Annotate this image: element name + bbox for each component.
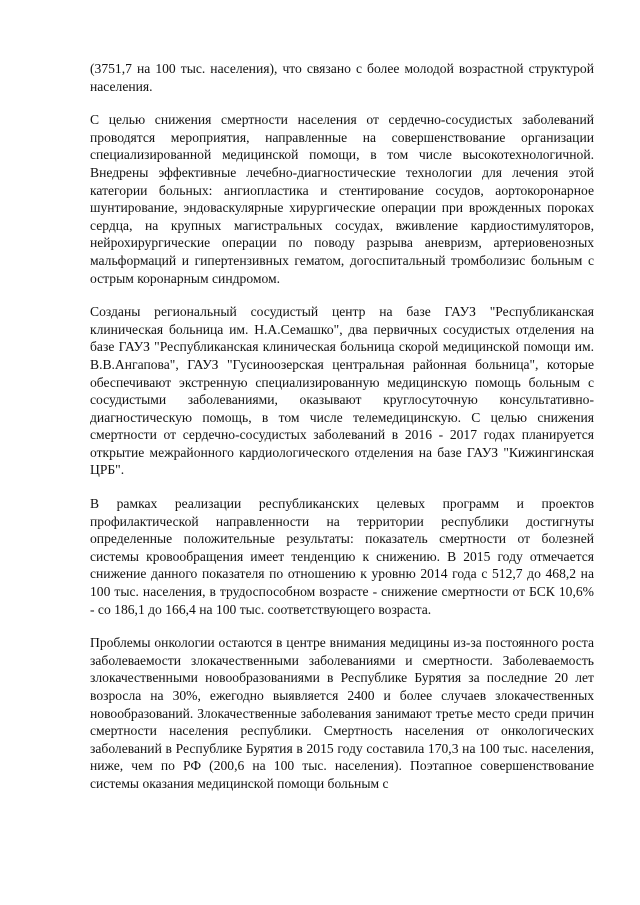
paragraph-vascular-centers: Созданы региональный сосудистый центр на базе ГАУЗ "Республиканская клиническая больница им. Н.А.Семашко", два первичных сосудистых отделения на базе ГАУЗ "Республиканская клиническая больница скорой медицинской помощи им. В.В.Ангапова", ГАУЗ "Гусиноозерская центральная районная больница", которые обеспечивают экстренную специализированную медицинскую помощь больным с сосудистыми заболеваниями, оказывают круглосуточную консультативно-диагностическую помощь, в том числе телемедицинскую. С целью снижения смертности от сердечно-сосудистых заболеваний в 2016 - 2017 годах планируется открытие межрайонного кардиологического отделения на базе ГАУЗ "Кижингинская ЦРБ". xyxy=(90,304,594,478)
paragraph-population-structure: (3751,7 на 100 тыс. населения), что связано с более молодой возрастной структурой населения. xyxy=(90,61,594,94)
paragraph-oncology: Проблемы онкологии остаются в центре внимания медицины из-за постоянного роста заболеваемости злокачественными заболеваниями и смертности. Заболеваемость злокачественными новообразованиями в Республике Бурятия за последние 20 лет возросла на 30%, ежегодно выявляется 2400 и более случаев злокачественных новообразований. Злокачественные заболевания занимают третье место среди причин смертности населения республики. Смертность населения от онкологических заболеваний в Республике Бурятия в 2015 году составила 170,3 на 100 тыс. населения, ниже, чем по РФ (200,6 на 100 тыс. населения). Поэтапное совершенствование системы оказания медицинской помощи больным с xyxy=(90,635,594,791)
paragraph-prevention-results: В рамках реализации республиканских целевых программ и проектов профилактической направленности на территории республики достигнуты определенные положительные результаты: показатель смертности от болезней системы кровообращения имеет тенденцию к снижению. В 2015 году отмечается снижение данного показателя по отношению к уровню 2014 года с 512,7 до 468,2 на 100 тыс. населения, в трудоспособном возрасте - снижение смертности от БСК 10,6% - со 186,1 до 166,4 на 100 тыс. соответствующего возраста. xyxy=(90,496,594,617)
document-page xyxy=(90,60,594,809)
paragraph-cardio-measures: С целью снижения смертности населения от сердечно-сосудистых заболеваний проводятся мероприятия, направленные на совершенствование организации специализированной медицинской помощи, в том числе высокотехнологичной. Внедрены эффективные лечебно-диагностические технологии для лечения этой категории больных: ангиопластика и стентирование сосудов, аортокоронарное шунтирование, эндоваскулярные хирургические операции при врожденных пороках сердца, на крупных магистральных сосудах, вживление кардиостимуляторов, нейрохирургические операции по поводу разрыва аневризм, артериовенозных мальформаций и гипертензивных гематом, догоспитальный тромболизис больным с острым коронарным синдромом. xyxy=(90,112,594,286)
